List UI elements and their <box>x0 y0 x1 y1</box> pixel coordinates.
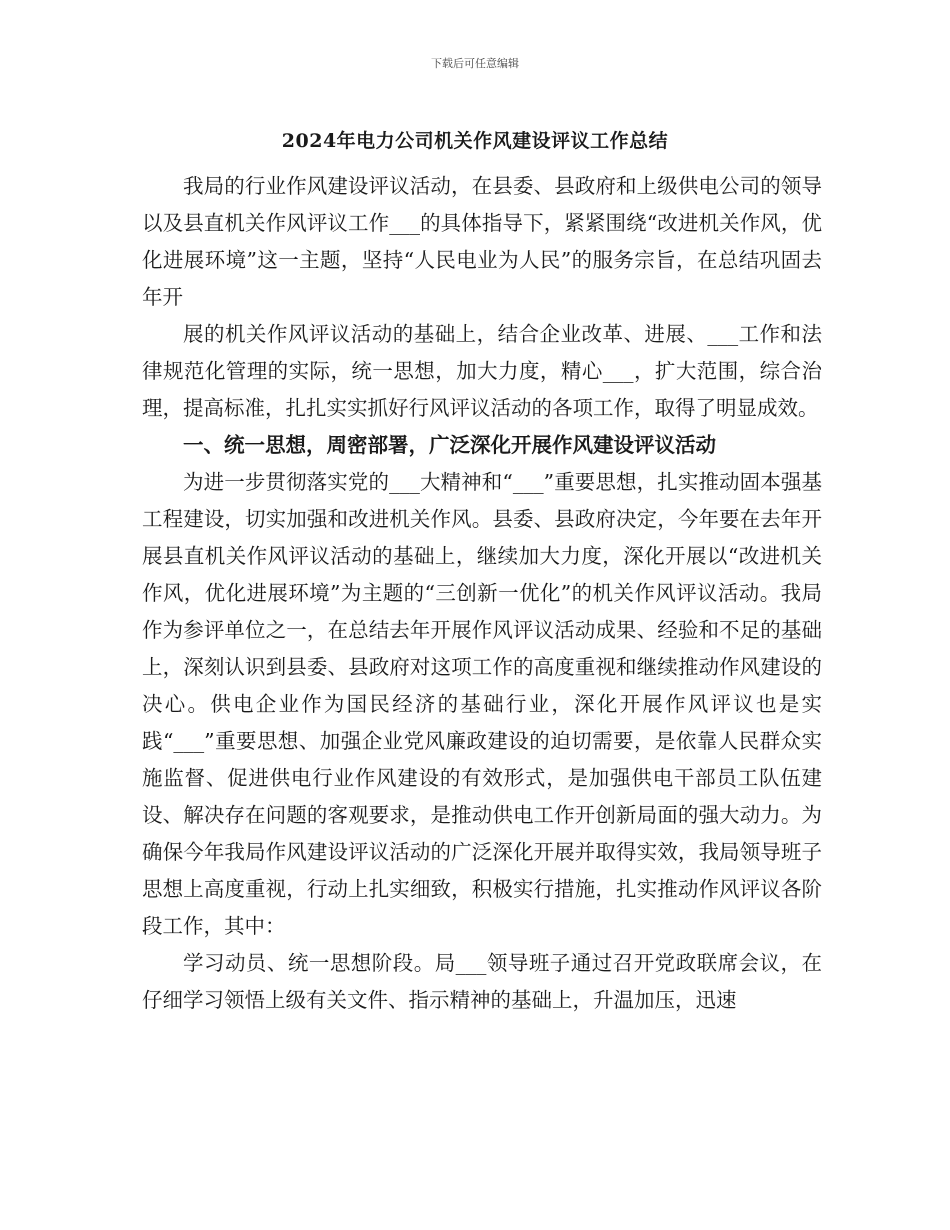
section-heading-1: 一、统一思想，周密部署，广泛深化开展作风建设评议活动 <box>183 433 716 457</box>
page-title: 2024年电力公司机关作风建设评议工作总结 <box>281 130 669 152</box>
paragraph-intro-2: 展的机关作风评议活动的基础上，结合企业改革、进展、___工作和法律规范化管理的实际，统一思想，加大力度，精心___，扩大范围，综合治理，提高标准，扎扎实实抓好行风评议活动的各项工作，取得了明显成效。 <box>142 322 822 420</box>
paragraph-section-1-body: 为进一步贯彻落实党的___大精神和“___”重要思想，扎实推动固本强基工程建设，切实加强和改进机关作风。县委、县政府决定，今年要在去年开展县直机关作风评议活动的基础上，继续加大力度，深化开展以“改进机关作风，优化进展环境”为主题的“三创新一优化”的机关作风评议活动。我局作为参评单位之一，在总结去年开展作风评议活动成果、经验和不足的基础上，深刻认识到县委、县政府对这项工作的高度重视和继续推动作风建设的决心。供电企业作为国民经济的基础行业，深化开展作风评议也是实践“___”重要思想、加强企业党风廉政建设的迫切需要，是依靠人民群众实施监督、促进供电行业作风建设的有效形式，是加强供电干部员工队伍建设、解决存在问题的客观要求，是推动供电工作开创新局面的强大动力。为确保今年我局作风建设评议活动的广泛深化开展并取得实效，我局领导班子思想上高度重视，行动上扎实细致，积极实行措施，扎实推动作风评议各阶段工作，其中： <box>142 470 822 938</box>
paragraph-intro-1: 我局的行业作风建设评议活动，在县委、县政府和上级供电公司的领导以及县直机关作风评议工作___的具体指导下，紧紧围绕“改进机关作风，优化进展环境”这一主题，坚持“人民电业为人民”的服务宗旨，在总结巩固去年开 <box>142 174 822 309</box>
header-note: 下载后可任意编辑 <box>431 57 519 70</box>
paragraph-study-stage: 学习动员、统一思想阶段。局___领导班子通过召开党政联席会议，在仔细学习领悟上级有关文件、指示精神的基础上，升温加压，迅速 <box>142 951 822 1012</box>
document-body <box>142 168 822 1019</box>
